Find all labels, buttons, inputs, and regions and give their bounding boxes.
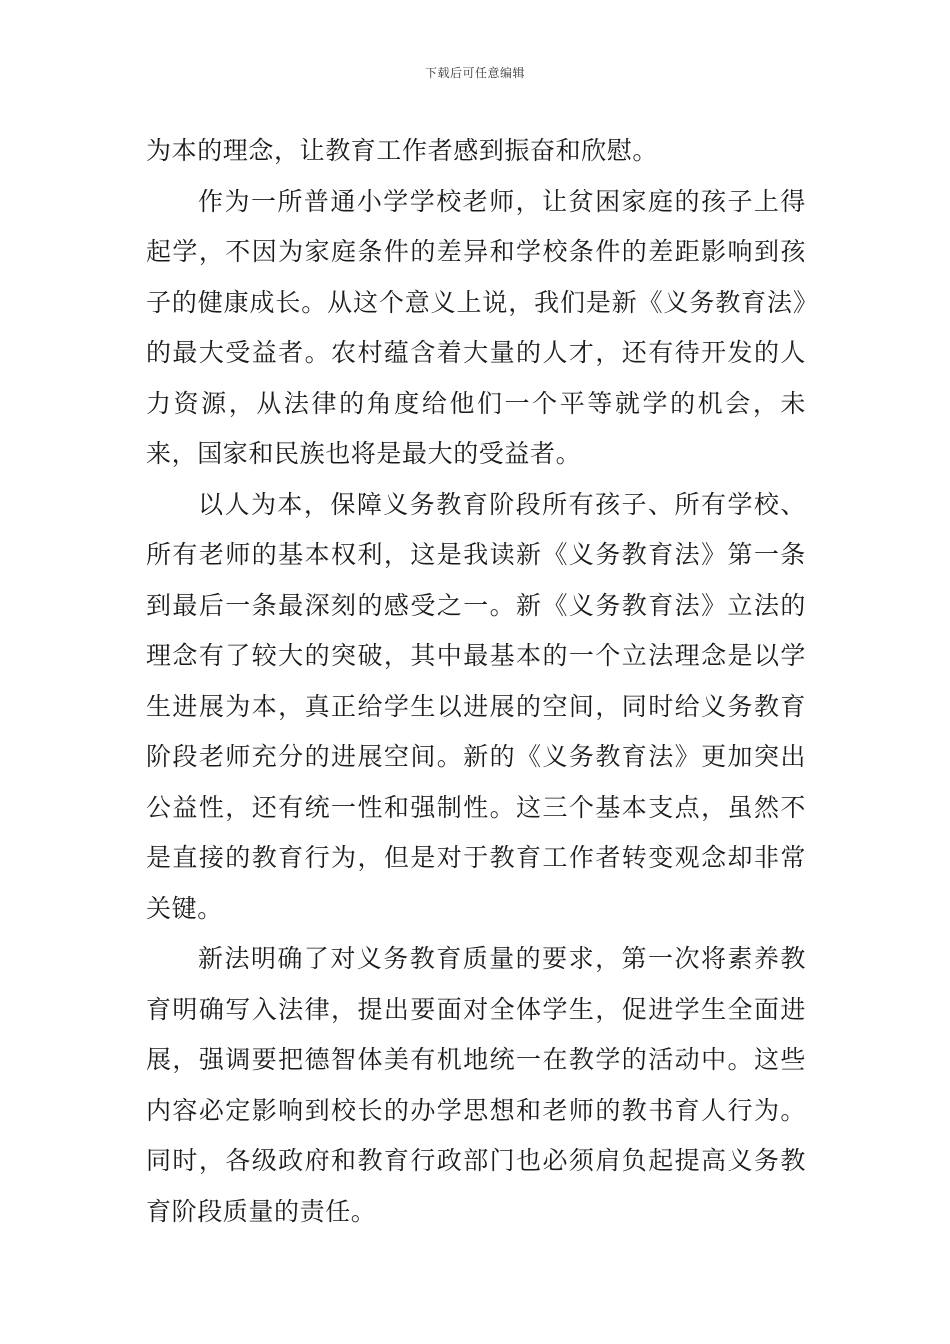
paragraph-4: 新法明确了对义务教育质量的要求，第一次将素养教育明确写入法律，提出要面对全体学生，促进学生全面进展，强调要把德智体美有机地统一在教学的活动中。这些内容必定影响到校长的办学思想和老师的教书育人行为。同时，各级政府和教育行政部门也必须肩负起提高义务教育阶段质量的责任。 — [146, 944, 806, 1226]
document-body — [146, 126, 806, 1237]
paragraph-2: 作为一所普通小学学校老师，让贫困家庭的孩子上得起学，不因为家庭条件的差异和学校条件的差距影响到孩子的健康成长。从这个意义上说，我们是新《义务教育法》的最大受益者。农村蕴含着大量的人才，还有待开发的人力资源，从法律的角度给他们一个平等就学的机会，未来，国家和民族也将是最大的受益者。 — [146, 186, 806, 468]
header-note: 下载后可任意编辑 — [424, 66, 525, 80]
paragraph-1: 为本的理念，让教育工作者感到振奋和欣慰。 — [146, 136, 659, 165]
paragraph-3: 以人为本，保障义务教育阶段所有孩子、所有学校、所有老师的基本权利，这是我读新《义务教育法》第一条到最后一条最深刻的感受之一。新《义务教育法》立法的理念有了较大的突破，其中最基本的一个立法理念是以学生进展为本，真正给学生以进展的空间，同时给义务教育阶段老师充分的进展空间。新的《义务教育法》更加突出公益性，还有统一性和强制性。这三个基本支点，虽然不是直接的教育行为，但是对于教育工作者转变观念却非常关键。 — [146, 489, 806, 923]
